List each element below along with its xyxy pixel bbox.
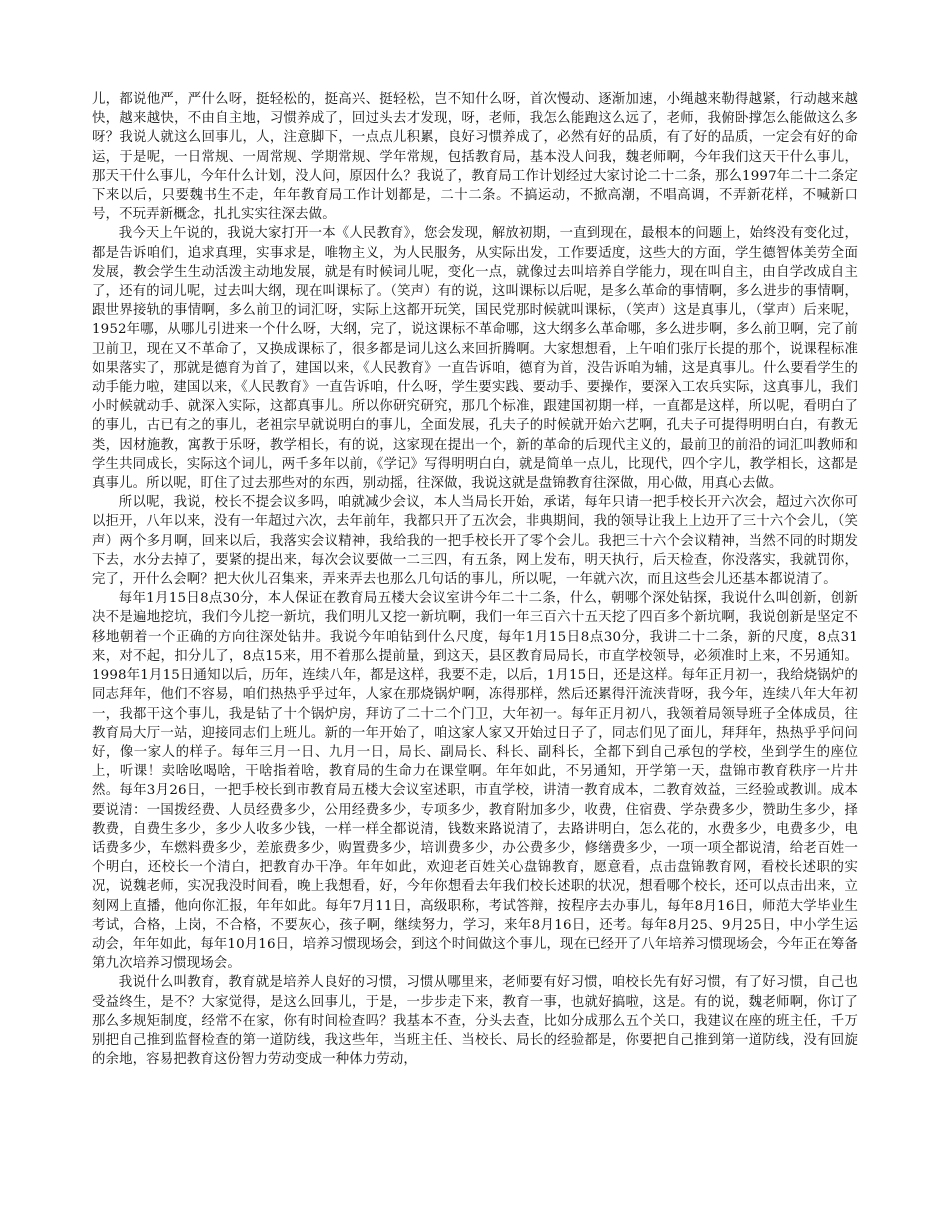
paragraph-meetings: 所以呢，我说，校长不提会议多吗，咱就减少会议，本人当局长开始，承诺，每年只请一把手校长开六次会，超过六次你可以拒开，八年以来，没有一年超过六次，去年前年，我都只开了五次会，非典期间，我的领导让我上上边开了三十六个会儿，（笑声）两个多月啊，回来以后，我落实会议精神，我给我的一把手校长开了零个会儿。我把三十六个会议精神，当然不同的时期发下去，水分去掉了，要紧的提出来，每次会议要做一二三四，有五条，网上发布，明天执行，后天检查，你没落实，我就罚你，完了，开什么会啊？把大伙儿召集来，弄来弄去也那么几句话的事儿，所以呢，一年就六次，而且这些会儿还基本都说清了。 xyxy=(92,495,858,588)
paragraph-habits: 我说什么叫教育，教育就是培养人良好的习惯，习惯从哪里来，老师要有好习惯，咱校长先有好习惯，有了好习惯，自己也受益终生，是不？大家觉得，是这么回事儿，于是，一步步走下来，教育一事，也就好搞啦，这是。有的说，魏老师啊，你订了那么多规矩制度，经常不在家，你有时间检查吗？我基本不查，分头去查，比如分成那么五个关口，我建议在座的班主任，千万别把自己推到监督检查的第一道防线，我这些年，当班主任、当校长、局长的经验都是，你要把自己推到第一道防线，没有回旋的余地，容易把教育这份智力劳动变成一种体力劳动， xyxy=(92,975,858,1068)
document-page xyxy=(92,90,858,1210)
paragraph-continuation: 儿，都说他严，严什么呀，挺轻松的，挺高兴、挺轻松，岂不知什么呀，首次慢动、逐渐加速，小绳越来勒得越紧，行动越来越快，越来越快，不由自主地，习惯养成了，回过头去才发现，呀，老师，我怎么能跑这么远了，老师，我俯卧撑怎么能做这么多呀？我说人就这么回事儿，人，注意脚下，一点点儿积累，良好习惯养成了，必然有好的品质，有了好的品质，一定会有好的命运，于是呢，一日常规、一周常规、学期常规、学年常规，包括教育局，基本没人问我，魏老师啊，今年我们这天干什么事儿，那天干什么事儿，今年什么计划，没人问，原因什么？我说了，教育局工作计划经过大家讨论二十二条，那么1997年二十二条定下来以后，只要魏书生不走，年年教育局工作计划都是，二十二条。不搞运动，不掀高潮，不唱高调，不弄新花样，不喊新口号，不玩弄新概念，扎扎实实往深去做。 xyxy=(92,92,858,223)
paragraph-annual-schedule: 每年1月15日8点30分，本人保证在教育局五楼大会议室讲今年二十二条，什么，朝哪个深处钻探，我说什么叫创新，创新决不是遍地挖坑，我们今儿挖一新坑，我们明儿又挖一新坑啊，我们一年三百六十五天挖了四百多个新坑啊，我说创新是坚定不移地朝着一个正确的方向往深处钻井。我说今年咱钻到什么尺度，每年1月15日8点30分，我讲二十二条，新的尺度，8点31来，对不起，扣分儿了，8点15来，用不着那么提前量，到这天，县区教育局局长，市直学校领导，必须准时上来，不另通知。1998年1月15日通知以后，历年，连续八年，都是这样，我要不走，以后，1月15日，还是这样。每年正月初一，我给烧锅炉的同志拜年，他们不容易，咱们热热乎乎过年，人家在那烧锅炉啊，冻得那样，然后还累得汗流浃背呀，我今年，连续八年大年初一，我都干这个事儿，我是钻了十个锅炉房，拜访了二十二个门卫，大年初一。每年正月初八，我领着局领导班子全体成员，往教育局大厅一站，迎接同志们上班儿。新的一年开始了，咱这家人家又开始过日子了，同志们见了面儿，拜拜年，热热乎乎问问好，像一家人的样子。每年三月一日、九月一日，局长、副局长、科长、副科长，全都下到自己承包的学校，坐到学生的座位上，听课！卖啥吆喝啥，干啥指着啥，教育局的生命力在课堂啊。年年如此，不另通知，开学第一天，盘锦市教育秩序一片井然。每年3月26日，一把手校长到市教育局五楼大会议室述职，市直学校，讲清一教育成本，二教育效益，三经验或教训。成本要说清：一国拨经费、人员经费多少，公用经费多少，专项多少，教育附加多少，收费，住宿费、学杂费多少，赞助生多少，择教费，自费生多少，多少人收多少钱，一样一样全都说清，钱数来路说清了，去路讲明白，怎么花的，水费多少，电费多少，电话费多少，车燃料费多少，差旅费多少，购置费多少，培训费多少，办公费多少，修缮费多少，一项一项全都说清，给老百姓一个明白，还校长一个清白，把教育办干净。年年如此，欢迎老百姓关心盘锦教育，愿意看，点击盘锦教育网，看校长述职的实况，说魏老师，实况我没时间看，晚上我想看，好，今年你想看去年我们校长述职的状况，想看哪个校长，还可以点击出来，立刻网上直播，他向你汇报，年年如此。每年7月11日，高级职称，考试答辩，按程序去办事儿，每年8月16日，师范大学毕业生考试，合格，上岗，不合格，不要灰心，孩子啊，继续努力，学习，来年8月16日，还考。每年8月25、9月25日，中小学生运动会，年年如此，每年10月16日，培养习惯现场会，到这个时间做这个事儿，现在已经开了八年培养习惯现场会，今年正在筹备第九次培养习惯现场会。 xyxy=(92,591,858,972)
paragraph-textbook-standards: 我今天上午说的，我说大家打开一本《人民教育》，您会发现，解放初期，一直到现在，最根本的问题上，始终没有变化过，都是告诉咱们，追求真理，实事求是，唯物主义，为人民服务，从实际出发，工作要适度，这些大的方面，学生德智体美劳全面发展，教会学生生动活泼主动地发展，就是有时候词儿呢，变化一点，就像过去叫培养自学能力，现在叫自主，由自学改成自主了，还有的词儿呢，过去叫大纲，现在叫课标了。（笑声）有的说，这叫课标以后呢，是多么革命的事情啊，多么进步的事情啊，跟世界接轨的事情啊，多么前卫的词汇呀，实际上这都开玩笑，国民党那时候就叫课标，（笑声）这是真事儿，（掌声）后来呢，1952年哪，从哪儿引进来一个什么呀，大纲，完了，说这课标不革命哪，这大纲多么革命哪，多么进步啊，多么前卫啊，完了前卫前卫，现在又不革命了，又换成课标了，很多都是词儿这么来回折腾啊。大家想想看，上午咱们张厅长提的那个，说课程标准如果落实了，那就是德育为首了，建国以来，《人民教育》一直告诉咱，德育为首，没告诉咱为辅，这是真事儿。什么要看学生的动手能力啦，建国以来，《人民教育》一直告诉咱，什么呀，学生要实践、要动手、要操作，要深入工农兵实际，这真事儿，我们小时候就动手、就深入实际，这都真事儿。所以你研究研究，那几个标准，跟建国初期一样，一直都是这样，所以呢，看明白了的事儿，古已有之的事儿，老祖宗早就说明白的事儿，全面发展，孔夫子的时候就开始六艺啊，孔夫子可提得明明白白，有教无类，因材施教，寓教于乐呀，教学相长，有的说，这家现在提出一个，新的革命的后现代主义的，最前卫的前沿的词汇叫教师和学生共同成长，实际这个词儿，两千多年以前，《学记》写得明明白白，就是简单一点儿，比现代，四个字儿，教学相长，这都是真事儿。所以呢，盯住了过去那些对的东西，别动摇，往深做，我说这就是盘锦教育往深做，用心做，用真心去做。 xyxy=(92,226,858,492)
